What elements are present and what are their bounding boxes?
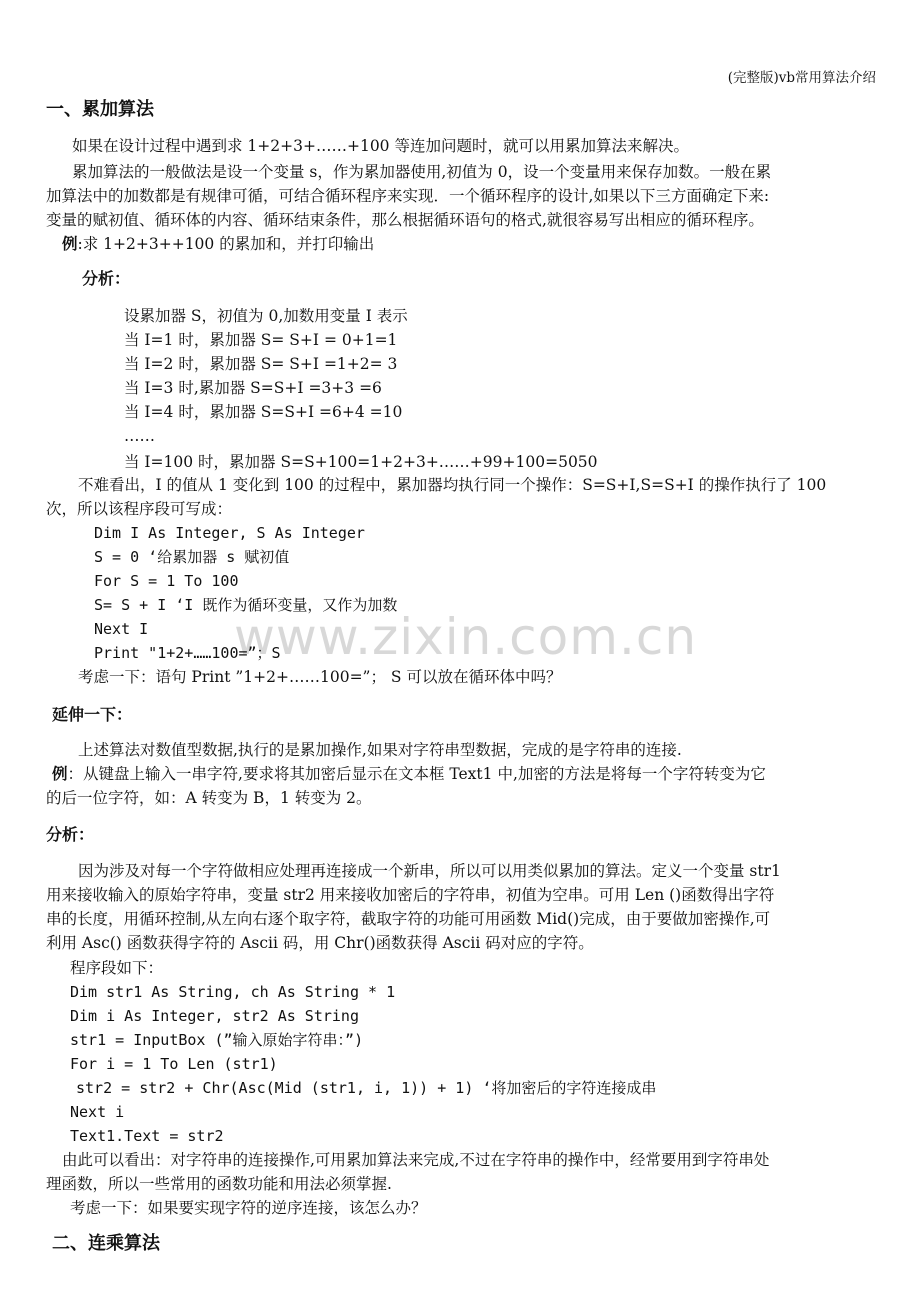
code-line: For S = 1 To 100 [94,572,239,590]
extension-example [52,763,766,785]
code-line: Text1.Text = str2 [70,1127,224,1145]
page-header: (完整版)vb常用算法介绍 [727,70,876,86]
analysis2-heading: 分析： [46,825,95,844]
analysis2-para-line: 因为涉及对每一个字符做相应处理再连接成一个新串，所以可以用类似累加的算法。定义一个变量 str1 [78,862,781,880]
example-text: ：从键盘上输入一串字符,要求将其加密后显示在文本框 Text1 中,加密的方法是将每一个字符转变为它 [67,765,766,783]
analysis-heading: 分析： [82,269,131,288]
section1-para-line: 加算法中的加数都是有规律可循，可结合循环程序来实现．一个循环程序的设计,如果以下三方面确定下来: [46,187,770,205]
section1-intro: 如果在设计过程中遇到求 1+2+3+……+100 等连加问题时，就可以用累加算法来解决。 [72,137,689,155]
analysis-step: 当 I=2 时，累加器 S= S+I =1+2= 3 [124,355,398,373]
section1-conclusion-line: 次，所以该程序段可写成： [46,500,233,518]
analysis2-para-line: 用来接收输入的原始字符串，变量 str2 用来接收加密后的字符串，初值为空串。可用 Len ()函数得出字符 [46,886,775,904]
section2-title: 二、连乘算法 [52,1233,160,1254]
extension-heading: 延伸一下： [52,705,133,724]
code-line: Print "1+2+……100=”；S [94,644,281,662]
analysis2-conclusion-line: 由此可以看出：对字符串的连接操作,可用累加算法来完成,不过在字符串的操作中，经常要用到字符串处 [62,1151,770,1169]
analysis-step: 当 I=3 时,累加器 S=S+I =3+3 =6 [124,379,382,397]
code-line: str1 = InputBox (”输入原始字符串：”) [70,1031,364,1049]
code-line: str2 = str2 + Chr(Asc(Mid (str1, i, 1)) + 1) ‘将加密后的字符连接成串 [76,1079,657,1097]
watermark: www.zixin.com.cn [234,608,698,666]
code-line: Dim I As Integer, S As Integer [94,524,365,542]
code-intro: 程序段如下： [70,959,164,977]
code-line: Next i [70,1103,125,1121]
section1-think: 考虑一下：语句 Print ”1+2+……100=”； S 可以放在循环体中吗？ [78,668,562,686]
section1-conclusion-line: 不难看出，I 的值从 1 变化到 100 的过程中，累加器均执行同一个操作：S=S+I,S=S+I 的操作执行了 100 [78,476,827,494]
code-line: Dim i As Integer, str2 As String [70,1007,359,1025]
analysis2-think: 考虑一下：如果要实现字符的逆序连接，该怎么办？ [70,1199,427,1217]
example-label: 例 [62,235,78,253]
section1-para-line: 变量的赋初值、循环体的内容、循环结束条件，那么根据循环语句的格式,就很容易写出相应的循环程序。 [46,211,764,229]
code-line: Next I [94,620,149,638]
section1-title: 一、累加算法 [46,99,154,120]
code-line: Dim str1 As String, ch As String * 1 [70,983,396,1001]
analysis-step: …… [124,427,155,445]
analysis-step: 当 I=4 时，累加器 S=S+I =6+4 =10 [124,403,403,421]
section1-example [62,233,374,255]
analysis2-conclusion-line: 理函数，所以一些常用的函数功能和用法必须掌握. [46,1175,392,1193]
analysis2-para-line: 串的长度，用循环控制,从左向右逐个取字符，截取字符的功能可用函数 Mid()完成，由于要做加密操作,可 [46,910,771,928]
extension-line: 上述算法对数值型数据,执行的是累加操作,如果对字符串型数据，完成的是字符串的连接. [78,741,682,759]
code-line: S = 0 ‘给累加器 s 赋初值 [94,548,290,566]
analysis-step: 当 I=100 时，累加器 S=S+100=1+2+3+……+99+100=5050 [124,453,598,471]
example-text: :求 1+2+3++100 的累加和，并打印输出 [77,235,375,253]
code-line: For i = 1 To Len (str1) [70,1055,278,1073]
example-label: 例 [52,765,68,783]
analysis-step: 当 I=1 时，累加器 S= S+I = 0+1=1 [124,331,398,349]
analysis2-para-line: 利用 Asc() 函数获得字符的 Ascii 码，用 Chr()函数获得 Ascii 码对应的字符。 [46,934,594,952]
section1-para-line: 累加算法的一般做法是设一个变量 s，作为累加器使用,初值为 0，设一个变量用来保存加数。一般在累 [72,163,772,181]
analysis-step: 设累加器 S，初值为 0,加数用变量 I 表示 [124,307,408,325]
extension-example-line: 的后一位字符，如：A 转变为 B，1 转变为 2。 [46,789,372,807]
code-line: S= S + I ‘I 既作为循环变量，又作为加数 [94,596,398,614]
